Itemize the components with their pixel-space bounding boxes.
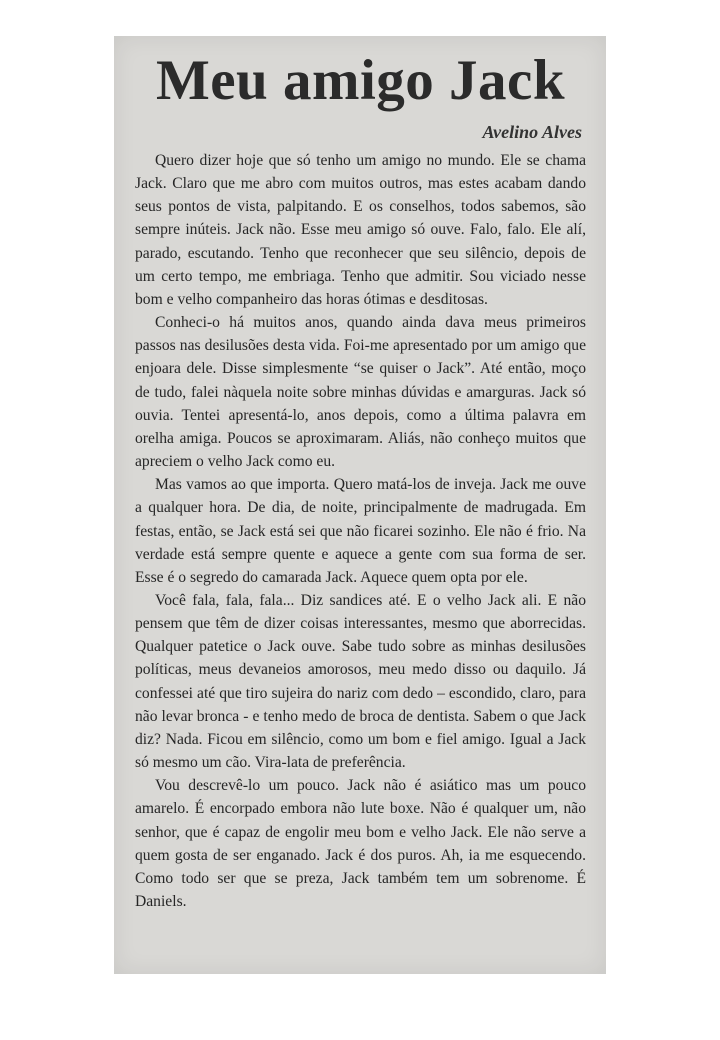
newspaper-clipping [114, 36, 606, 974]
paragraph: Mas vamos ao que importa. Quero matá-los de inveja. Jack me ouve a qualquer hora. De dia, de noite, principalmente de madrugada. Em festas, então, se Jack está sei que não ficarei sozinho. Ele não é frio. Na verdade está sempre quente e aquece a gente com sua forma de ser. Esse é o segredo do camarada Jack. Aquece quem opta por ele. [135, 476, 586, 586]
paragraph: Quero dizer hoje que só tenho um amigo no mundo. Ele se chama Jack. Claro que me abro com muitos outros, mas estes acabam dando seus pontos de vista, palpitando. E os conselhos, todos sabemos, são sempre inúteis. Jack não. Esse meu amigo só ouve. Falo, falo. Ele alí, parado, escutando. Tenho que reconhecer que seu silêncio, depois de um certo tempo, me embriaga. Tenho que admitir. Sou viciado nesse bom e velho companheiro das horas ótimas e desditosas. [135, 152, 586, 308]
paragraph: Vou descrevê-lo um pouco. Jack não é asiático mas um pouco amarelo. É encorpado embora não lute boxe. Não é qualquer um, não senhor, que é capaz de engolir meu bom e velho Jack. Ele não serve a quem gosta de ser enganado. Jack é dos puros. Ah, ia me esquecendo. Como todo ser que se preza, Jack também tem um sobrenome. É Daniels. [135, 777, 586, 910]
article-body [135, 149, 586, 913]
article-title: Meu amigo Jack [155, 49, 566, 112]
paragraph: Você fala, fala, fala... Diz sandices até. E o velho Jack ali. E não pensem que têm de dizer coisas interessantes, mesmo que aborrecidas. Qualquer patetice o Jack ouve. Sabe tudo sobre as minhas desilusões políticas, meus devaneios amorosos, meu medo disso ou daquilo. Já confessei até que tiro sujeira do nariz com dedo – escondido, claro, para não levar bronca - e tenho medo de broca de dentista. Sabem o que Jack diz? Nada. Ficou em silêncio, como um bom e fiel amigo. Igual a Jack só mesmo um cão. Vira-lata de preferência. [135, 591, 586, 772]
article-author: Avelino Alves [482, 122, 582, 142]
paragraph: Conheci-o há muitos anos, quando ainda dava meus primeiros passos nas desilusões desta vida. Foi-me apresentado por um amigo que enjoara dele. Disse simplesmente “se quiser o Jack”. Até então, moço de tudo, falei nàquela noite sobre minhas dúvidas e amarguras. Jack só ouvia. Tentei apresentá-lo, anos depois, como a última palavra em orelha amiga. Poucos se aproximaram. Aliás, não conheço muitos que apreciem o velho Jack como eu. [135, 314, 586, 471]
